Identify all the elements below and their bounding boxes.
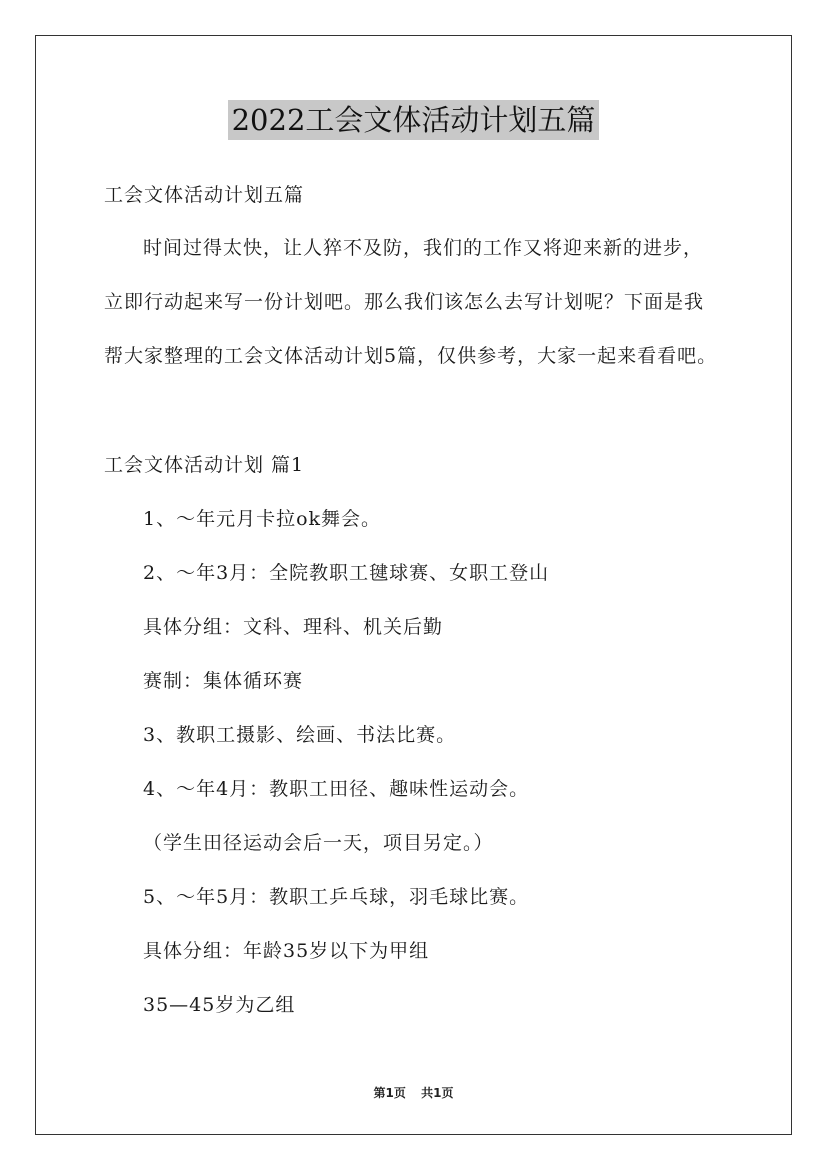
list-item: 4、～年4月：教职工田径、趣味性运动会。 [143, 778, 530, 800]
page-footer [0, 1084, 827, 1101]
list-item: 具体分组：年龄35岁以下为甲组 [143, 940, 430, 962]
intro-line-2: 立即行动起来写一份计划吧。那么我们该怎么去写计划呢？下面是我 [104, 291, 705, 313]
list-item: （学生田径运动会后一天，项目另定。） [143, 832, 494, 854]
list-item: 1、～年元月卡拉ok舞会。 [143, 508, 382, 530]
page-number: 第1页 [373, 1086, 406, 1100]
list-item: 35—45岁为乙组 [143, 994, 296, 1016]
section-heading: 工会文体活动计划 篇1 [104, 454, 305, 476]
document-subtitle: 工会文体活动计划五篇 [104, 184, 305, 206]
title-container [0, 100, 827, 140]
intro-line-3: 帮大家整理的工会文体活动计划5篇，仅供参考，大家一起来看看吧。 [104, 345, 718, 367]
intro-line-1: 时间过得太快，让人猝不及防，我们的工作又将迎来新的进步， [143, 237, 704, 259]
document-title: 2022工会文体活动计划五篇 [228, 100, 600, 140]
list-item: 2、～年3月：全院教职工毽球赛、女职工登山 [143, 562, 550, 584]
list-item: 5、～年5月：教职工乒乓球，羽毛球比赛。 [143, 886, 530, 908]
list-item: 具体分组：文科、理科、机关后勤 [143, 616, 444, 638]
list-item: 赛制：集体循环赛 [143, 670, 304, 692]
page-total: 共1页 [421, 1086, 454, 1100]
list-item: 3、教职工摄影、绘画、书法比赛。 [143, 724, 457, 746]
